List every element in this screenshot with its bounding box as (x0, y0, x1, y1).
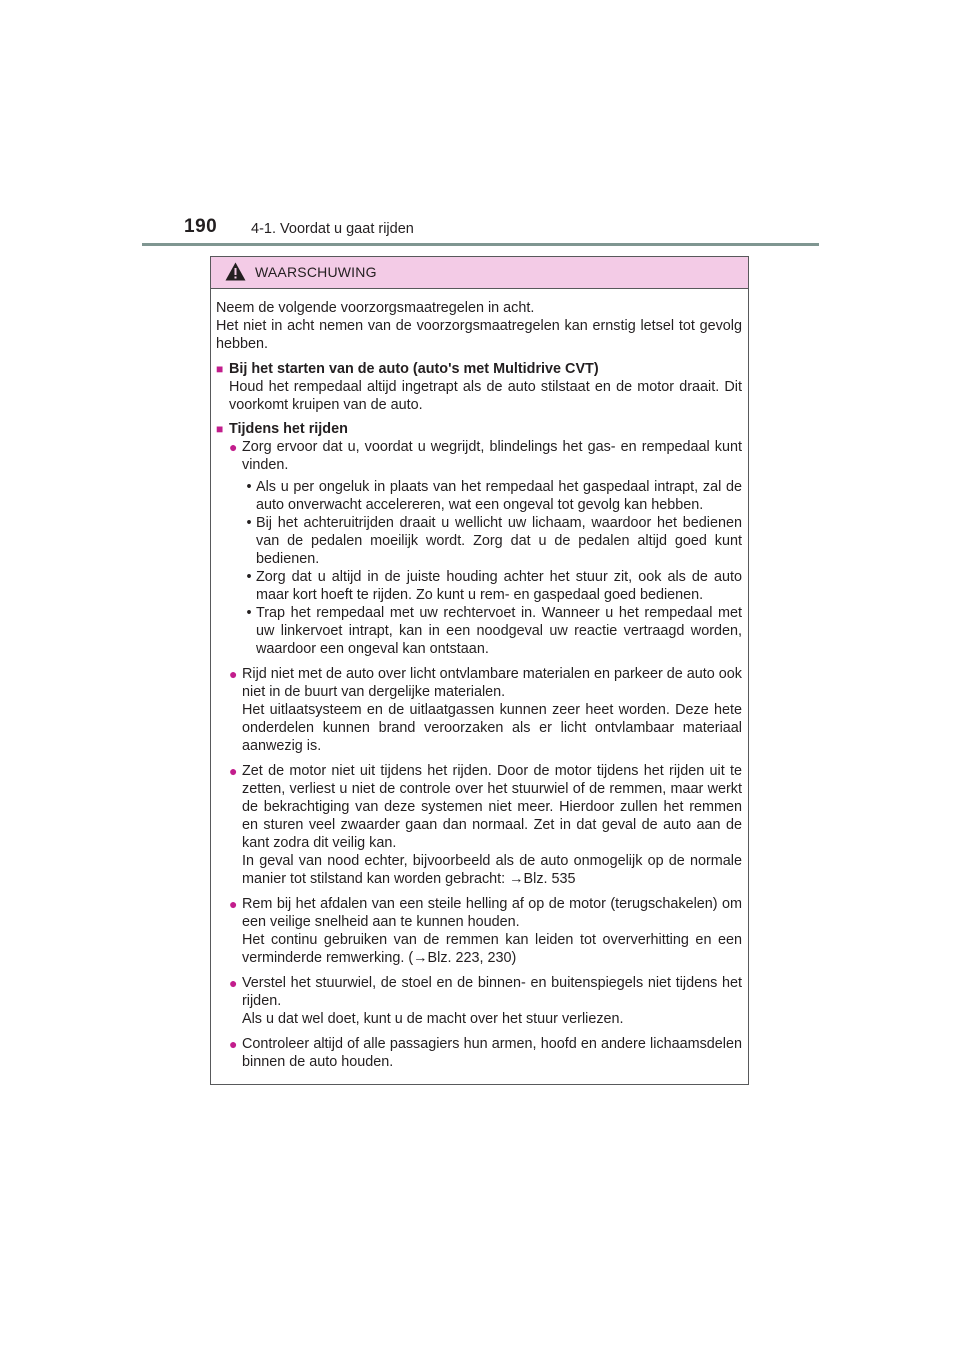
list-item-content (242, 895, 742, 967)
circle-bullet-icon: ● (229, 666, 238, 682)
list-item-text: Rijd niet met de auto over licht ontvlambare materialen en parkeer de auto ook niet in de buurt van dergelijke materialen. (242, 666, 742, 700)
list-item-text: Controleer altijd of alle passagiers hun armen, hoofd en andere lichaamsdelen binnen de auto houden. (242, 1036, 742, 1070)
warning-body (211, 289, 748, 1071)
square-bullet-icon: ■ (216, 362, 224, 376)
list-item (229, 1035, 742, 1071)
warning-box (210, 256, 749, 1085)
list-item (229, 762, 742, 888)
sub-bullet-text: Zorg dat u altijd in de juiste houding achter het stuur zit, ook als de auto maar kort hoeft te rijden. Zo kunt u rem- en gaspedaal goed bedienen. (256, 569, 742, 603)
circle-bullet-icon: ● (229, 975, 238, 991)
list-item-content (242, 762, 742, 888)
list-item-text: Zorg ervoor dat u, voordat u wegrijdt, blindelings het gas- en rempedaal kunt vinden. (242, 439, 742, 473)
section-heading-text: Bij het starten van de auto (auto's met Multidrive CVT) (229, 361, 599, 377)
list-item (229, 665, 742, 755)
circle-bullet-icon: ● (229, 439, 238, 455)
bullet-dot: • (246, 515, 252, 531)
warning-icon (225, 262, 246, 281)
circle-bullet-icon: ● (229, 896, 238, 912)
list-item-text-extra: Als u dat wel doet, kunt u de macht over het stuur verliezen. (242, 1011, 624, 1027)
circle-bullet-icon: ● (229, 763, 238, 779)
list-item (229, 974, 742, 1028)
section-heading-text: Tijdens het rijden (229, 421, 348, 437)
square-bullet-icon: ■ (216, 422, 224, 436)
list-item-text-extra: In geval van nood echter, bijvoorbeeld als de auto onmogelijk op de normale manier tot stilstand kan worden gebracht: →Blz. 535 (242, 853, 742, 887)
circle-bullet-icon: ● (229, 1036, 238, 1052)
list-item-text: Rem bij het afdalen van een steile helling af op de motor (terugschakelen) om een veilige snelheid aan te kunnen houden. (242, 896, 742, 930)
section-title: 4-1. Voordat u gaat rijden (251, 221, 414, 237)
sub-bullet-text: Als u per ongeluk in plaats van het rempedaal het gaspedaal intrapt, zal de auto onverwacht accelereren, wat een ongeval tot gevolg kan hebben. (256, 479, 742, 513)
bullet-dot: • (246, 605, 252, 621)
intro-line: Het niet in acht nemen van de voorzorgsmaatregelen kan ernstig letsel tot gevolg hebben. (216, 318, 742, 352)
bullet-dot: • (246, 479, 252, 495)
sub-bullet-text: Bij het achteruitrijden draait u wellicht uw lichaam, waardoor het bedienen van de pedalen moeilijk wordt. Zorg dat u de pedalen altijd goed kunt bedienen. (256, 515, 742, 567)
sub-bullet-item (242, 514, 742, 568)
list-item (229, 438, 742, 474)
list-item-text-extra: Het uitlaatsysteem en de uitlaatgassen kunnen zeer heet worden. Deze hete onderdelen kunnen brand veroorzaken als er licht ontvlambaar materiaal aanwezig is. (242, 702, 742, 754)
warning-intro (216, 299, 742, 353)
list-item (229, 895, 742, 967)
list-item-text: Zet de motor niet uit tijdens het rijden. Door de motor tijdens het rijden uit te zetten, verliest u niet de controle over het stuurwiel of de remmen, maar werkt de bekrachtiging van deze systemen niet meer. Hierdoor zullen het remmen en sturen veel zwaarder gaan dan normaal. Zet in dat geval de auto aan de kant zodra dit veilig kan. (242, 763, 742, 851)
page-number: 190 (184, 216, 218, 237)
sub-bullet-item (242, 478, 742, 514)
intro-line: Neem de volgende voorzorgsmaatregelen in acht. (216, 300, 535, 316)
section-heading (216, 420, 742, 438)
list-item-text-extra: Het continu gebruiken van de remmen kan leiden tot oververhitting en een verminderde remwerking. (→Blz. 223, 230) (242, 932, 742, 966)
list-item-text: Verstel het stuurwiel, de stoel en de binnen- en buitenspiegels niet tijdens het rijden. (242, 975, 742, 1009)
bullet-dot: • (246, 569, 252, 585)
sub-bullet-text: Trap het rempedaal met uw rechtervoet in. Wanneer u het rempedaal met uw linkervoet intrapt, kan in een noodgeval uw reactie vertraagd worden, waardoor een ongeval kan ontstaan. (256, 605, 742, 657)
section-heading (216, 360, 742, 378)
list-item-content (242, 974, 742, 1028)
sub-bullet-list (242, 478, 742, 658)
list-item-content (242, 665, 742, 755)
sub-bullet-item (242, 604, 742, 658)
sub-bullet-item (242, 568, 742, 604)
warning-title: WAARSCHUWING (255, 264, 377, 280)
header-rule (142, 243, 819, 246)
section-text: Houd het rempedaal altijd ingetrapt als de auto stilstaat en de motor draait. Dit voorkomt kruipen van de auto. (229, 379, 742, 413)
warning-header (211, 257, 748, 289)
